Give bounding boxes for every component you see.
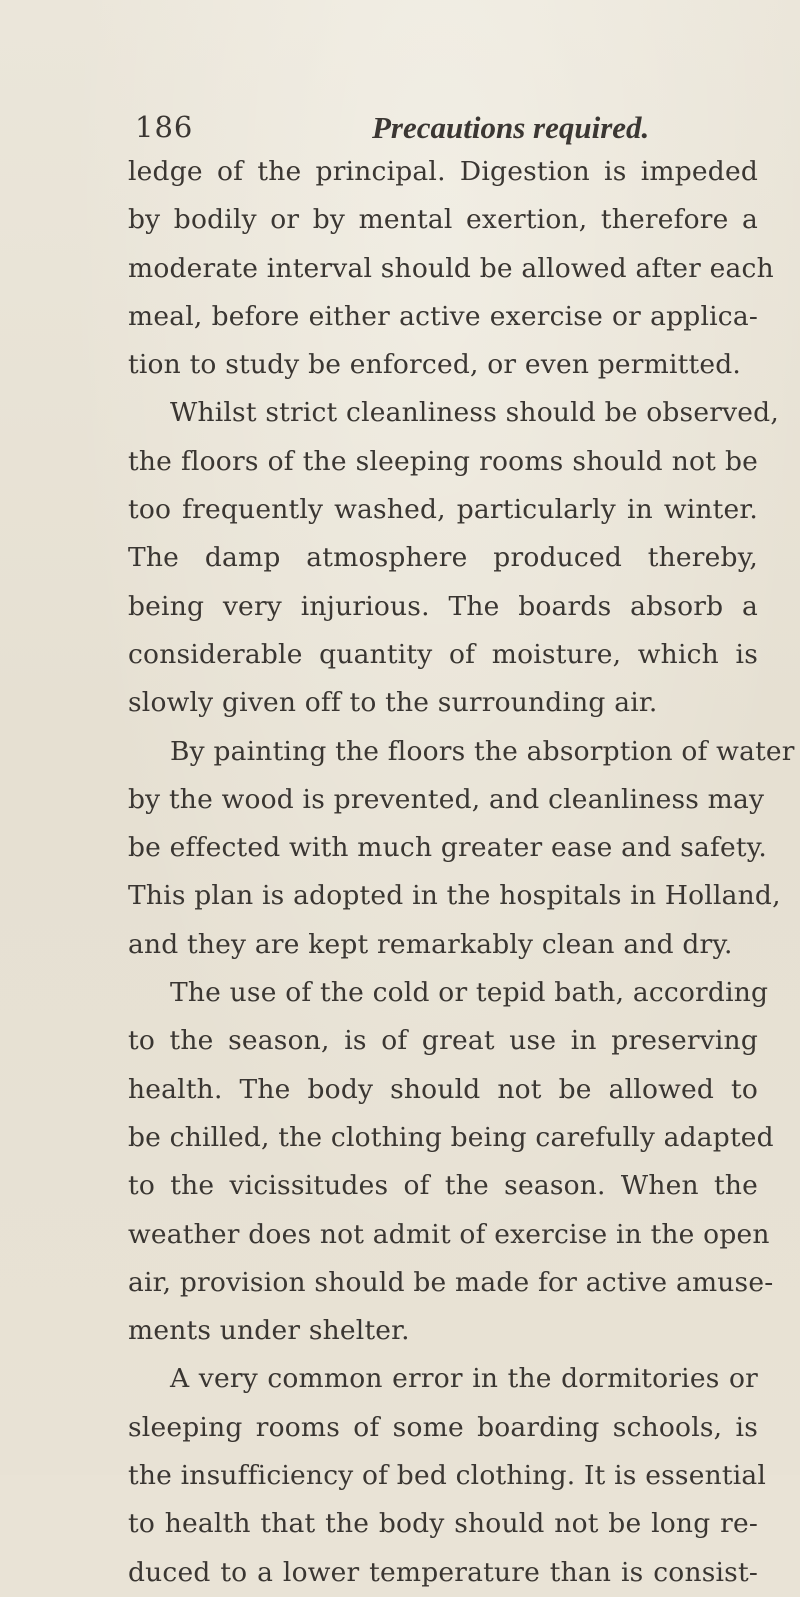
text-line: be effected with much greater ease and safety. bbox=[128, 832, 768, 864]
text-line: weather does not admit of exercise in the open bbox=[128, 1218, 770, 1250]
text-line: Whilst strict cleanliness should be observed, bbox=[170, 397, 779, 429]
page-number: 186 bbox=[135, 110, 194, 144]
text-line: slowly given off to the surrounding air. bbox=[128, 687, 658, 719]
text-line: duced to a lower temperature than is consist- bbox=[128, 1556, 758, 1588]
text-line: to health that the body should not be long re- bbox=[128, 1508, 758, 1540]
text-line: This plan is adopted in the hospitals in Holland, bbox=[128, 880, 781, 912]
text-line: by the wood is prevented, and cleanliness may bbox=[128, 783, 765, 815]
text-line: The use of the cold or tepid bath, according bbox=[170, 977, 769, 1009]
text-line: be chilled, the clothing being carefully adapted bbox=[128, 1121, 774, 1153]
text-line: being very injurious. The boards absorb a bbox=[128, 590, 758, 622]
text-line: and they are kept remarkably clean and dry. bbox=[128, 928, 733, 960]
text-line: too frequently washed, particularly in winter. bbox=[128, 494, 758, 526]
running-title: Precautions required. bbox=[372, 110, 650, 145]
body-text bbox=[128, 148, 795, 1597]
text-line: ledge of the principal. Digestion is impeded bbox=[128, 156, 758, 187]
text-line: A very common error in the dormitories or bbox=[170, 1363, 758, 1395]
text-line: considerable quantity of moisture, which is bbox=[128, 638, 758, 670]
text-line: health. The body should not be allowed to bbox=[128, 1073, 758, 1105]
text-line: to the vicissitudes of the season. When the bbox=[128, 1170, 758, 1202]
text-line: air, provision should be made for active amuse- bbox=[128, 1266, 774, 1298]
text-line: tion to study be enforced, or even permitted. bbox=[128, 349, 742, 381]
text-line: moderate interval should be allowed after each bbox=[128, 252, 774, 284]
text-line: ments under shelter. bbox=[128, 1315, 410, 1347]
text-line: the floors of the sleeping rooms should not be bbox=[128, 445, 758, 477]
text-line: meal, before either active exercise or applica- bbox=[128, 300, 758, 332]
text-line: The damp atmosphere produced thereby, bbox=[128, 542, 758, 574]
text-line: the insufficiency of bed clothing. It is essential bbox=[128, 1460, 767, 1492]
text-line: sleeping rooms of some boarding schools, is bbox=[128, 1411, 758, 1443]
text-line: By painting the floors the absorption of water bbox=[170, 735, 795, 767]
text-line: by bodily or by mental exertion, therefore a bbox=[128, 204, 758, 236]
text-line: to the season, is of great use in preserving bbox=[128, 1025, 758, 1057]
